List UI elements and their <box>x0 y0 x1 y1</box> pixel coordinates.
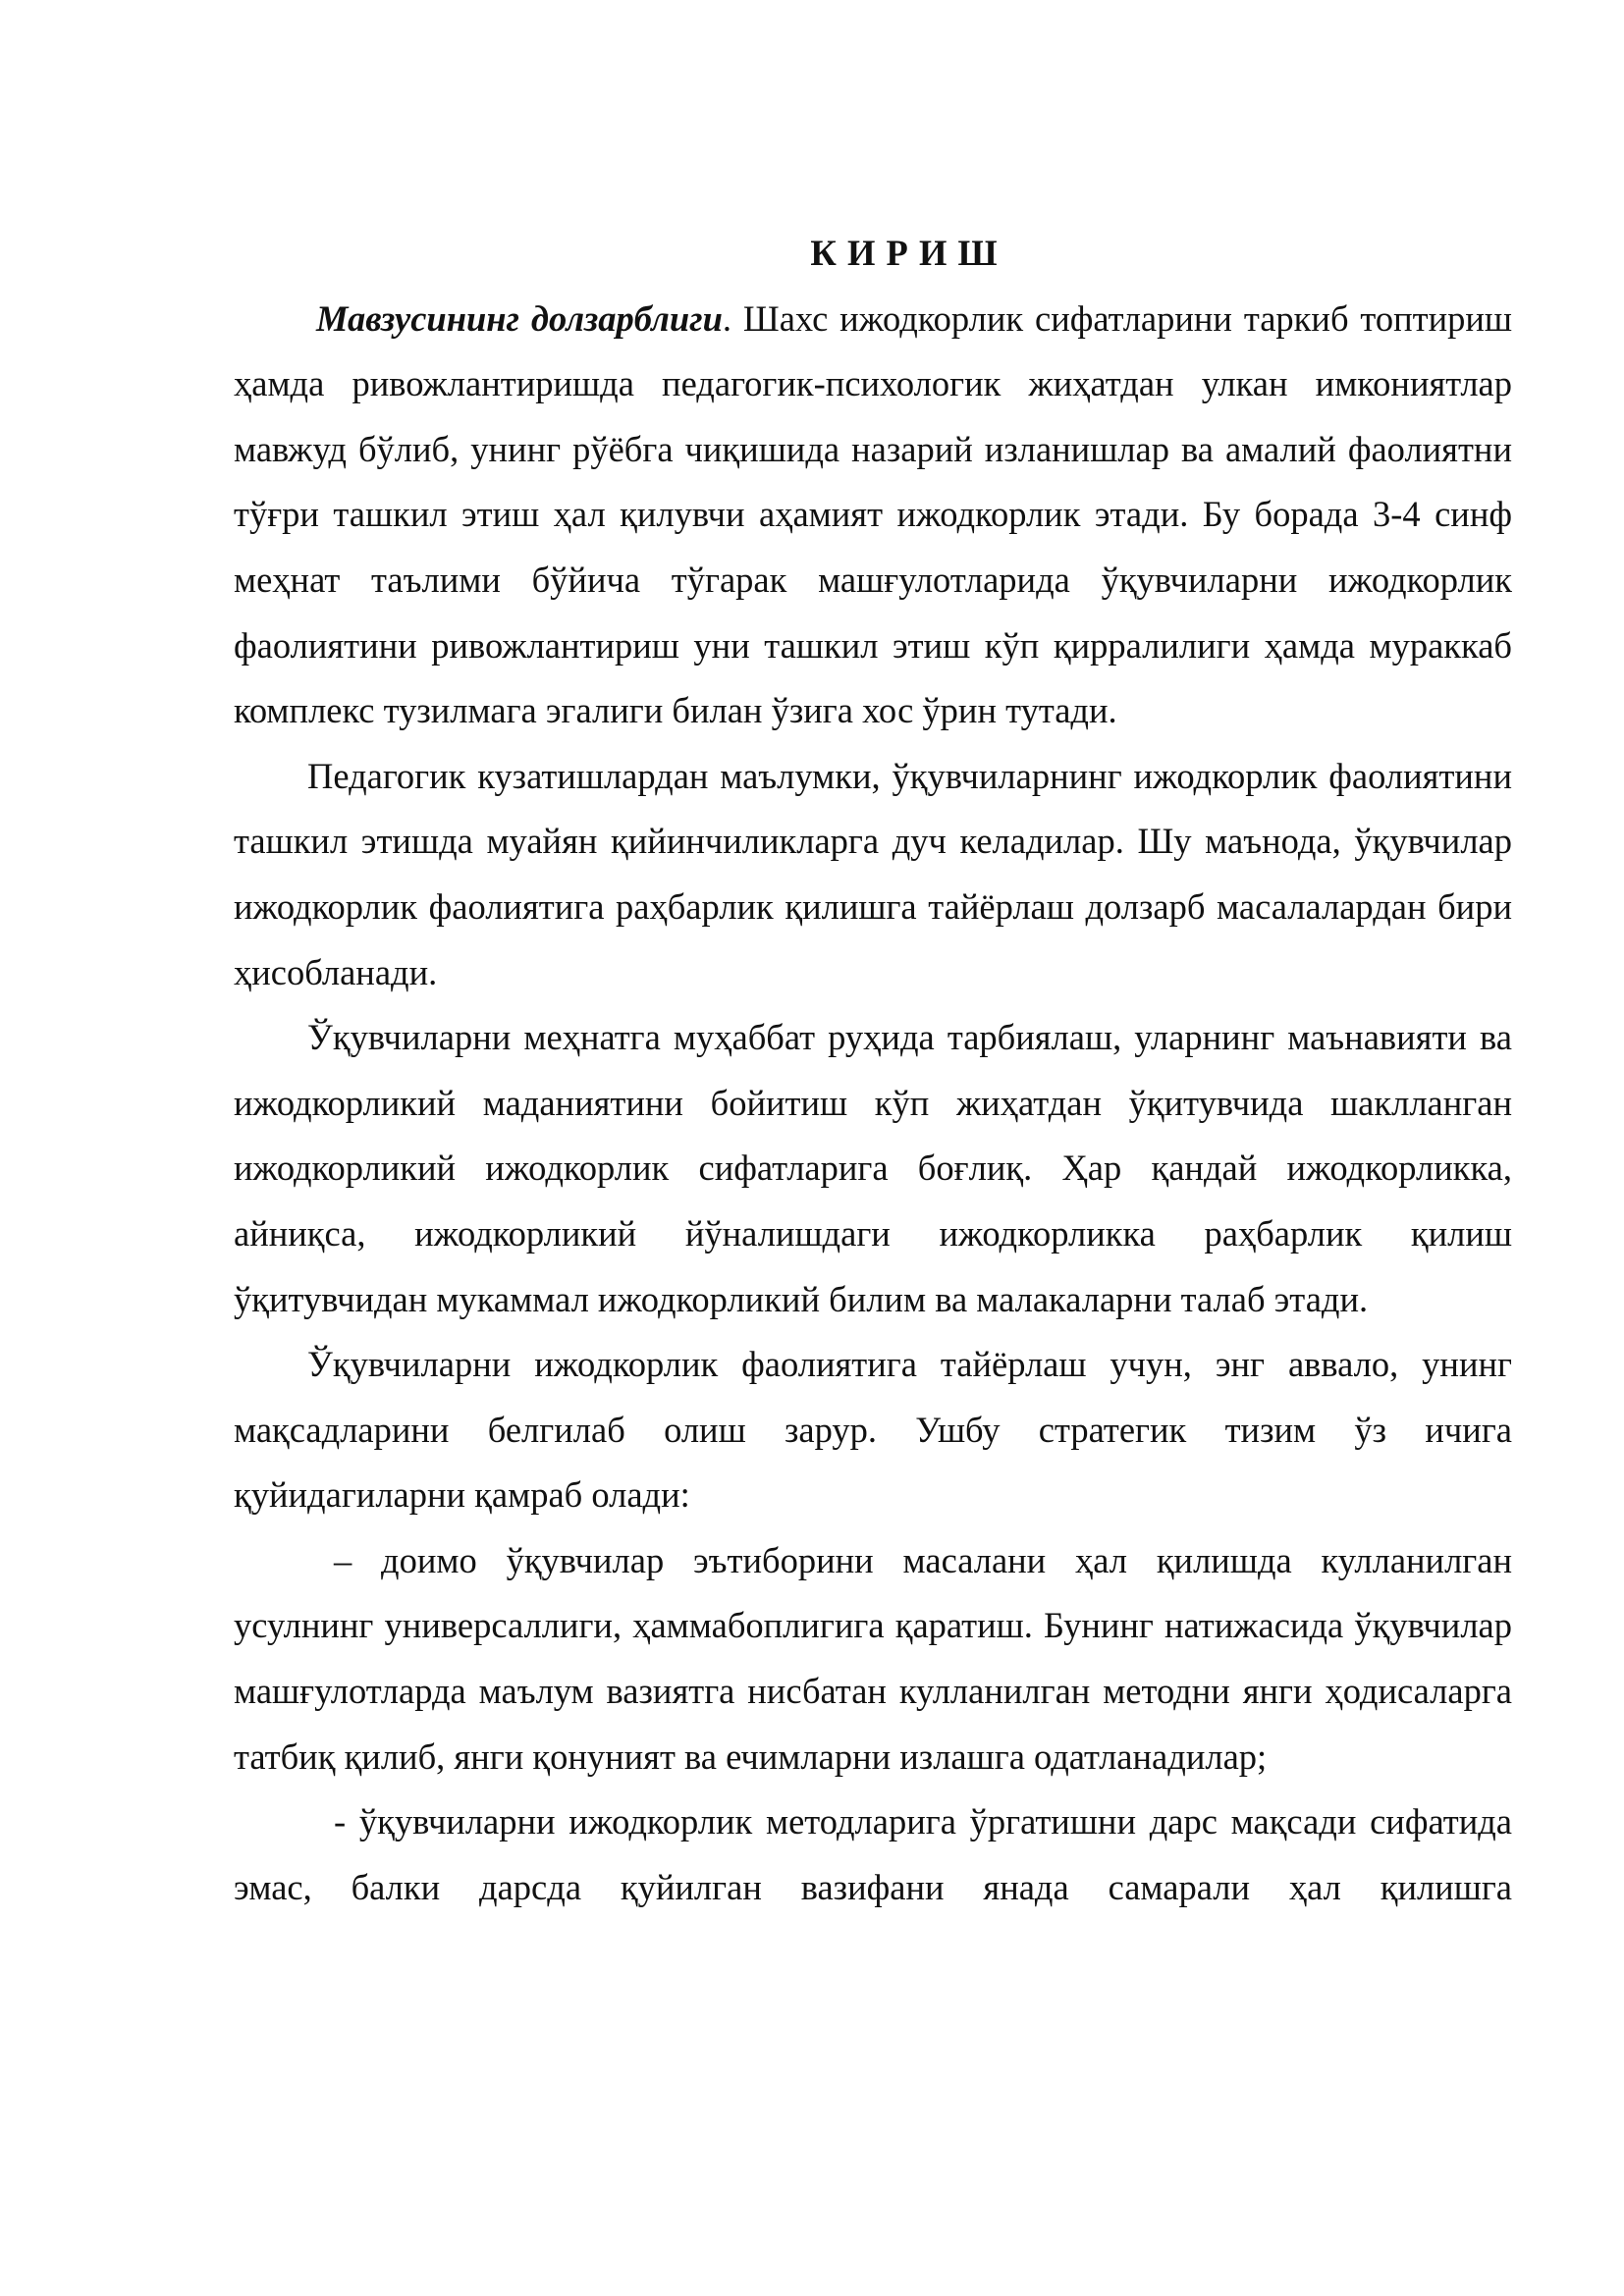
list-item-methods: - ўқувчиларни ижодкорлик методларига ўргатишни дарс мақсади сифатида эмас, балки дарсда қуйилган вазифани янада самарали ҳал қилишга <box>234 1801 1512 1907</box>
document-body <box>234 221 1512 1920</box>
paragraph-preparation: Ўқувчиларни ижодкорлик фаолиятига тайёрлаш учун, энг аввало, унинг мақсадларини белгилаб олиш зарур. Ушбу стратегик тизим ўз ичига қуйидагиларни қамраб олади: <box>234 1344 1512 1516</box>
paragraph-relevance <box>234 287 1512 744</box>
list-item-universality: – доимо ўқувчилар эътиборини масалани ҳал қилишда кулланилган усулнинг универсаллиги, ҳаммабоплигига қаратиш. Бунинг натижасида ўқувчилар машғулотларда маълум вазиятга нисбатан кулланилган методни янги ҳодисаларга татбиқ қилиб, янги қонуният ва ечимларни излашга одатланадилар; <box>234 1539 1512 1777</box>
paragraph-upbringing: Ўқувчиларни меҳнатга муҳаббат руҳида тарбиялаш, уларнинг маънавияти ва ижодкорликий маданиятини бойитиш кўп жиҳатдан ўқитувчида шаклланган ижодкорликий ижодкорлик сифатларига боғлиқ. Ҳар қандай ижодкорликка, айниқса, ижодкорликий йўналишдаги ижодкорликка раҳбарлик қилиш ўқитувчидан мукаммал ижодкорликий билим ва малакаларни талаб этади. <box>234 1017 1512 1319</box>
paragraph-lead-term: Мавзусининг долзарблиги <box>316 297 723 339</box>
paragraph-text: . Шахс ижодкорлик сифатларини таркиб топтириш ҳамда ривожлантиришда педагогик-психологик жиҳатдан улкан имкониятлар мавжуд бўлиб, унинг рўёбга чиқишида назарий изланишлар ва амалий фаолиятни тўғри ташкил этиш ҳал қилувчи аҳамият ижодкорлик этади. Бу борада 3-4 синф меҳнат таълими бўйича тўгарак машғулотларида ўқувчиларни ижодкорлик фаолиятини ривожлантириш уни ташкил этиш кўп қирралилиги ҳамда мураккаб комплекс тузилмага эгалиги билан ўзига хос ўрин тутади. <box>234 297 1512 731</box>
section-heading: К И Р И Ш <box>810 233 999 273</box>
paragraph-observations: Педагогик кузатишлардан маълумки, ўқувчиларнинг ижодкорлик фаолиятини ташкил этишда муайян қийинчиликларга дуч келадилар. Шу маънода, ўқувчилар ижодкорлик фаолиятига раҳбарлик қилишга тайёрлаш долзарб масалалардан бири ҳисобланади. <box>234 755 1512 992</box>
